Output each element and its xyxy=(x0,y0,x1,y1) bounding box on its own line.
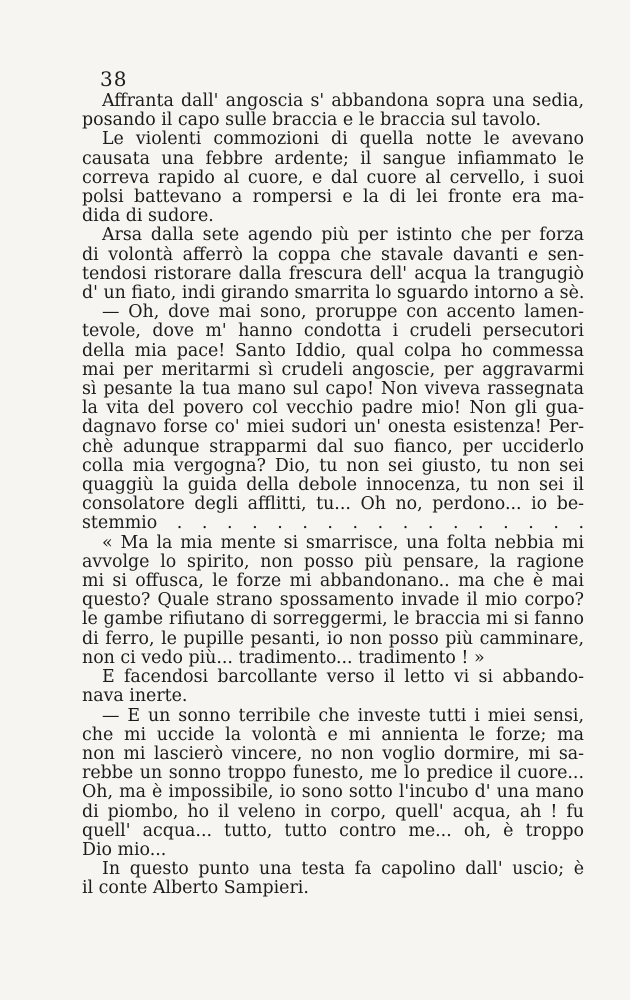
text-line: di piombo, ho il veleno in corpo, quell' acqua, ah ! fu xyxy=(82,802,584,822)
text-line: avvolge lo spirito, non posso più pensare, la ragione xyxy=(82,552,584,572)
text-line: non mi lascierò vincere, no non voglio dormire, mi sa- xyxy=(82,744,584,764)
page-number: 38 xyxy=(100,67,128,91)
text-line: Oh, ma è impossibile, io sono sotto l'incubo d' una mano xyxy=(82,783,584,803)
text-line: questo? Quale strano spossamento invade il mio corpo? xyxy=(82,591,584,611)
text-line: E facendosi barcollante verso il letto vi si abbando- xyxy=(102,668,584,688)
text-line: stemmio . . . . . . . . . . . . . . . . . xyxy=(82,514,584,534)
text-line: chè adunque strapparmi dal suo fianco, per ucciderlo xyxy=(82,437,584,457)
text-line: di volontà afferrò la coppa che stavale davanti e sen- xyxy=(82,245,584,265)
text-line: rebbe un sonno troppo funesto, me lo predice il cuore... xyxy=(82,764,584,784)
text-line: In questo punto una testa fa capolino dall' uscio; è xyxy=(102,860,584,880)
text-line: consolatore degli afflitti, tu... Oh no, perdono... io be- xyxy=(82,495,584,515)
text-line: — Oh, dove mai sono, proruppe con accento lamen- xyxy=(102,303,584,323)
page-text xyxy=(82,92,584,899)
text-line: posando il capo sulle braccia e le braccia sul tavolo. xyxy=(82,111,542,131)
text-line: della mia pace! Santo Iddio, qual colpa ho commessa xyxy=(82,341,584,361)
text-line: mi si offusca, le forze mi abbandonano.. ma che è mai xyxy=(82,572,584,592)
text-line: le gambe rifiutano di sorreggermi, le braccia mi si fanno xyxy=(82,610,584,630)
text-line: dagnavo forse co' miei sudori un' onesta esistenza! Per- xyxy=(82,418,584,438)
text-line: tevole, dove m' hanno condotta i crudeli persecutori xyxy=(82,322,584,342)
text-line: dida di sudore. xyxy=(82,207,214,227)
text-line: Arsa dalla sete agendo più per istinto che per forza xyxy=(102,226,584,246)
text-line: quaggiù la guida della debole innocenza, tu non sei il xyxy=(82,476,584,496)
text-line: colla mia vergogna? Dio, tu non sei giusto, tu non sei xyxy=(82,456,584,476)
text-line: polsi battevano a rompersi e la di lei fronte era ma- xyxy=(82,188,584,208)
text-line: non ci vedo più... tradimento... tradimento ! » xyxy=(82,648,485,668)
text-line: di ferro, le pupille pesanti, io non posso più camminare, xyxy=(82,629,584,649)
text-line: nava inerte. xyxy=(82,687,188,707)
text-line: quell' acqua... tutto, tutto contro me... oh, è troppo xyxy=(82,821,584,841)
text-line: Affranta dall' angoscia s' abbandona sopra una sedia, xyxy=(102,92,584,111)
text-line: che mi uccide la volontà e mi annienta le forze; ma xyxy=(82,725,584,745)
text-line: « Ma la mia mente si smarrisce, una folta nebbia mi xyxy=(102,533,584,553)
text-line: correva rapido al cuore, e dal cuore al cervello, i suoi xyxy=(82,168,584,188)
text-line: d' un fiato, indi girando smarrita lo sguardo intorno a sè. xyxy=(82,284,584,304)
text-line: la vita del povero col vecchio padre mio! Non gli gua- xyxy=(82,399,584,419)
text-line: sì pesante la tua mano sul capo! Non viveva rassegnata xyxy=(82,380,584,400)
text-line: causata una febbre ardente; il sangue infiammato le xyxy=(82,149,584,169)
text-line: il conte Alberto Sampieri. xyxy=(82,879,309,899)
text-line: Dio mio... xyxy=(82,840,167,860)
text-line: Le violenti commozioni di quella notte le avevano xyxy=(102,130,584,150)
text-line: mai per meritarmi sì crudeli angoscie, per aggravarmi xyxy=(82,360,584,380)
text-line: — È un sonno terribile che investe tutti i miei sensi, xyxy=(102,706,584,726)
text-line: tendosi ristorare dalla frescura dell' acqua la trangugiò xyxy=(82,264,584,284)
